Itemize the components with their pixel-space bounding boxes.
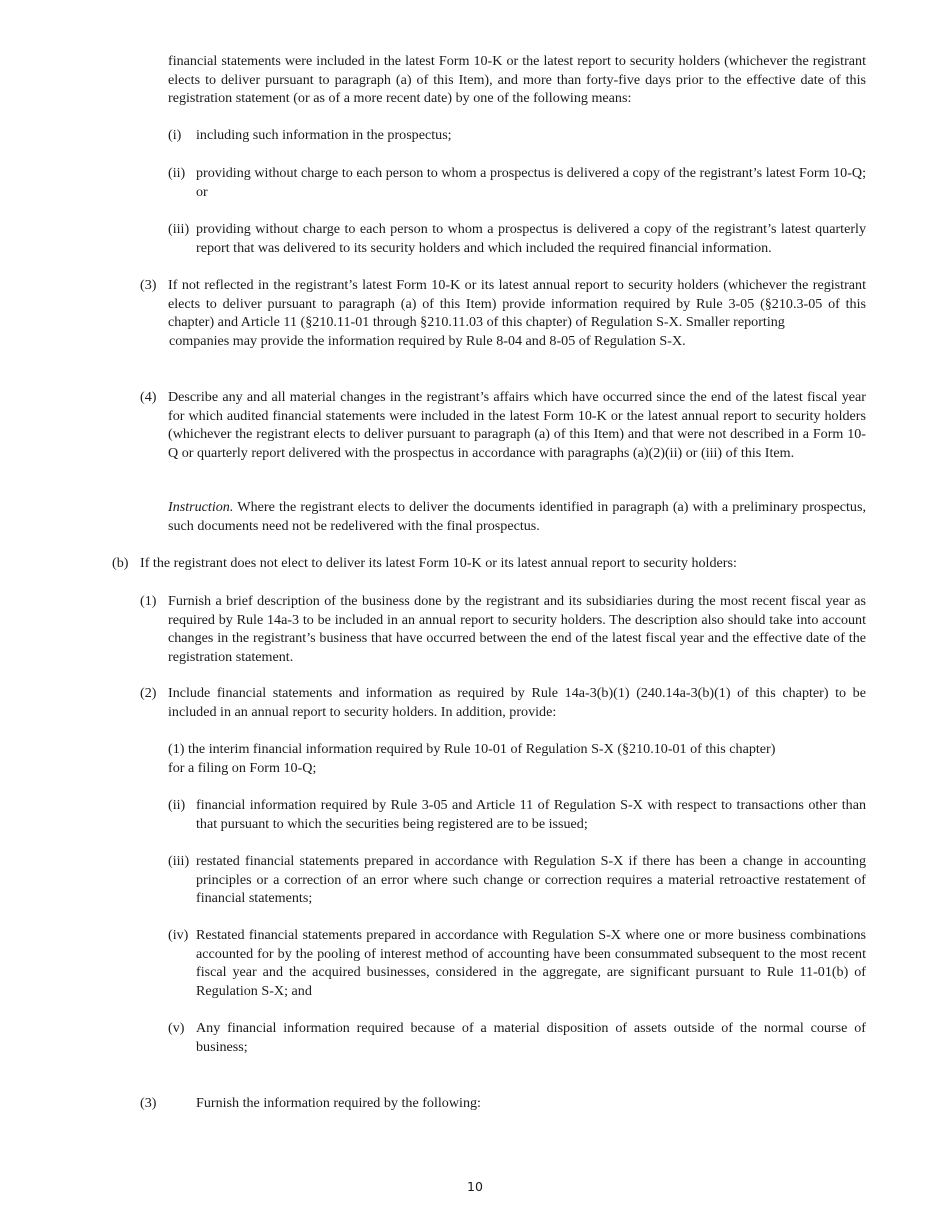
paragraph-b2 xyxy=(140,684,866,721)
item-label: (iii) xyxy=(168,221,190,237)
item-label: (ii) xyxy=(168,797,186,813)
item-text: including such information in the prospectus; xyxy=(196,127,452,143)
paragraph-a4 xyxy=(140,388,866,462)
item-text: Any financial information required because of a material disposition of assets outside of the normal course of business; xyxy=(196,1020,866,1055)
paragraph-b3 xyxy=(140,1094,866,1113)
item-label: (ii) xyxy=(168,165,186,181)
b2-sub-item-1 xyxy=(168,740,866,777)
instruction-label: Instruction. xyxy=(168,499,234,515)
intro-paragraph: financial statements were included in the latest Form 10-K or the latest report to security holders (whichever the registrant elects to deliver pursuant to paragraph (a) of this Item), and more than forty-five days prior to the effective date of this registration statement (or as of a more recent date) by one of the following means: xyxy=(168,53,866,106)
item-text-continued: companies may provide the information required by Rule 8-04 and 8-05 of Regulation S-X. xyxy=(169,332,686,349)
item-text: financial information required by Rule 3-05 and Article 11 of Regulation S-X with respect to transactions other than that pursuant to which the securities being registered are to be issued; xyxy=(196,797,866,832)
sub-item-line-1: (1) the interim financial information required by Rule 10-01 of Regulation S-X (§210.10-01 of this chapter) xyxy=(168,741,776,757)
item-label: (iii) xyxy=(168,853,190,869)
item-label: (3) xyxy=(140,1095,157,1111)
sub-item-line-2: for a filing on Form 10-Q; xyxy=(168,759,317,776)
item-text: If the registrant does not elect to deliver its latest Form 10-K or its latest annual report to security holders: xyxy=(140,555,737,571)
page-number: 10 xyxy=(467,1179,483,1194)
paragraph-b xyxy=(112,554,866,573)
b2-item-ii xyxy=(168,796,866,833)
paragraph-a3 xyxy=(140,276,866,350)
item-label: (v) xyxy=(168,1020,185,1036)
item-text: Restated financial statements prepared in accordance with Regulation S-X where one or more business combinations accounted for by the pooling of interest method of accounting have been consummated subsequent to the most recent fiscal year and the acquired businesses, considered in the aggregate, are significant pursuant to Rule 11-01(b) of Regulation S-X; and xyxy=(196,927,866,999)
means-item-ii xyxy=(168,164,866,201)
means-item-iii xyxy=(168,220,866,257)
item-label: (4) xyxy=(140,389,157,405)
item-text: providing without charge to each person to whom a prospectus is delivered a copy of the registrant’s latest quarterly report that was delivered to its security holders and which included the required financial information. xyxy=(196,221,866,256)
item-text: Include financial statements and information as required by Rule 14a-3(b)(1) (240.14a-3(b)(1) of this chapter) to be included in an annual report to security holders. In addition, provide: xyxy=(168,685,866,720)
b2-item-iv xyxy=(168,926,866,1000)
item-label: (i) xyxy=(168,127,182,143)
item-text: providing without charge to each person to whom a prospectus is delivered a copy of the registrant’s latest Form 10-Q; or xyxy=(196,165,866,200)
item-label: (1) xyxy=(140,593,157,609)
item-label: (2) xyxy=(140,685,157,701)
instruction-text: Where the registrant elects to deliver the documents identified in paragraph (a) with a preliminary prospectus, such documents need not be redelivered with the final prospectus. xyxy=(168,499,866,534)
item-text: Furnish the information required by the following: xyxy=(196,1095,481,1111)
item-text: Furnish a brief description of the business done by the registrant and its subsidiaries during the most recent fiscal year as required by Rule 14a-3 to be included in an annual report to security holders. The description also should take into account changes in the registrant’s business that have occurred between the end of the latest fiscal year and the effective date of the registration statement. xyxy=(168,593,866,665)
item-label: (b) xyxy=(112,555,129,571)
item-text: Describe any and all material changes in the registrant’s affairs which have occurred since the end of the latest fiscal year for which audited financial statements were included in the latest Form 10-K or the latest annual report to security holders (whichever the registrant elects to deliver pursuant to paragraph (a) of this Item) and that were not described in a Form 10-Q or quarterly report delivered with the prospectus in accordance with paragraphs (a)(2)(ii) or (iii) of this Item. xyxy=(168,389,866,461)
item-label: (iv) xyxy=(168,927,189,943)
means-item-i xyxy=(168,126,866,145)
b2-item-iii xyxy=(168,852,866,908)
item-text: restated financial statements prepared in accordance with Regulation S-X if there has been a change in accounting principles or a correction of an error where such change or correction requires a material retroactive restatement of financial statements; xyxy=(196,853,866,906)
b2-item-v xyxy=(168,1019,866,1056)
paragraph-b1 xyxy=(140,592,866,666)
item-label: (3) xyxy=(140,277,157,293)
item-text: If not reflected in the registrant’s latest Form 10-K or its latest annual report to security holders (whichever the registrant elects to deliver pursuant to paragraph (a) of this Item) provide information required by Rule 3-05 (§210.3-05 of this chapter) and Article 11 (§210.11-01 through §210.11.03 of this chapter) of Regulation S-X. Smaller reporting xyxy=(168,277,866,330)
instruction-paragraph xyxy=(168,498,866,535)
